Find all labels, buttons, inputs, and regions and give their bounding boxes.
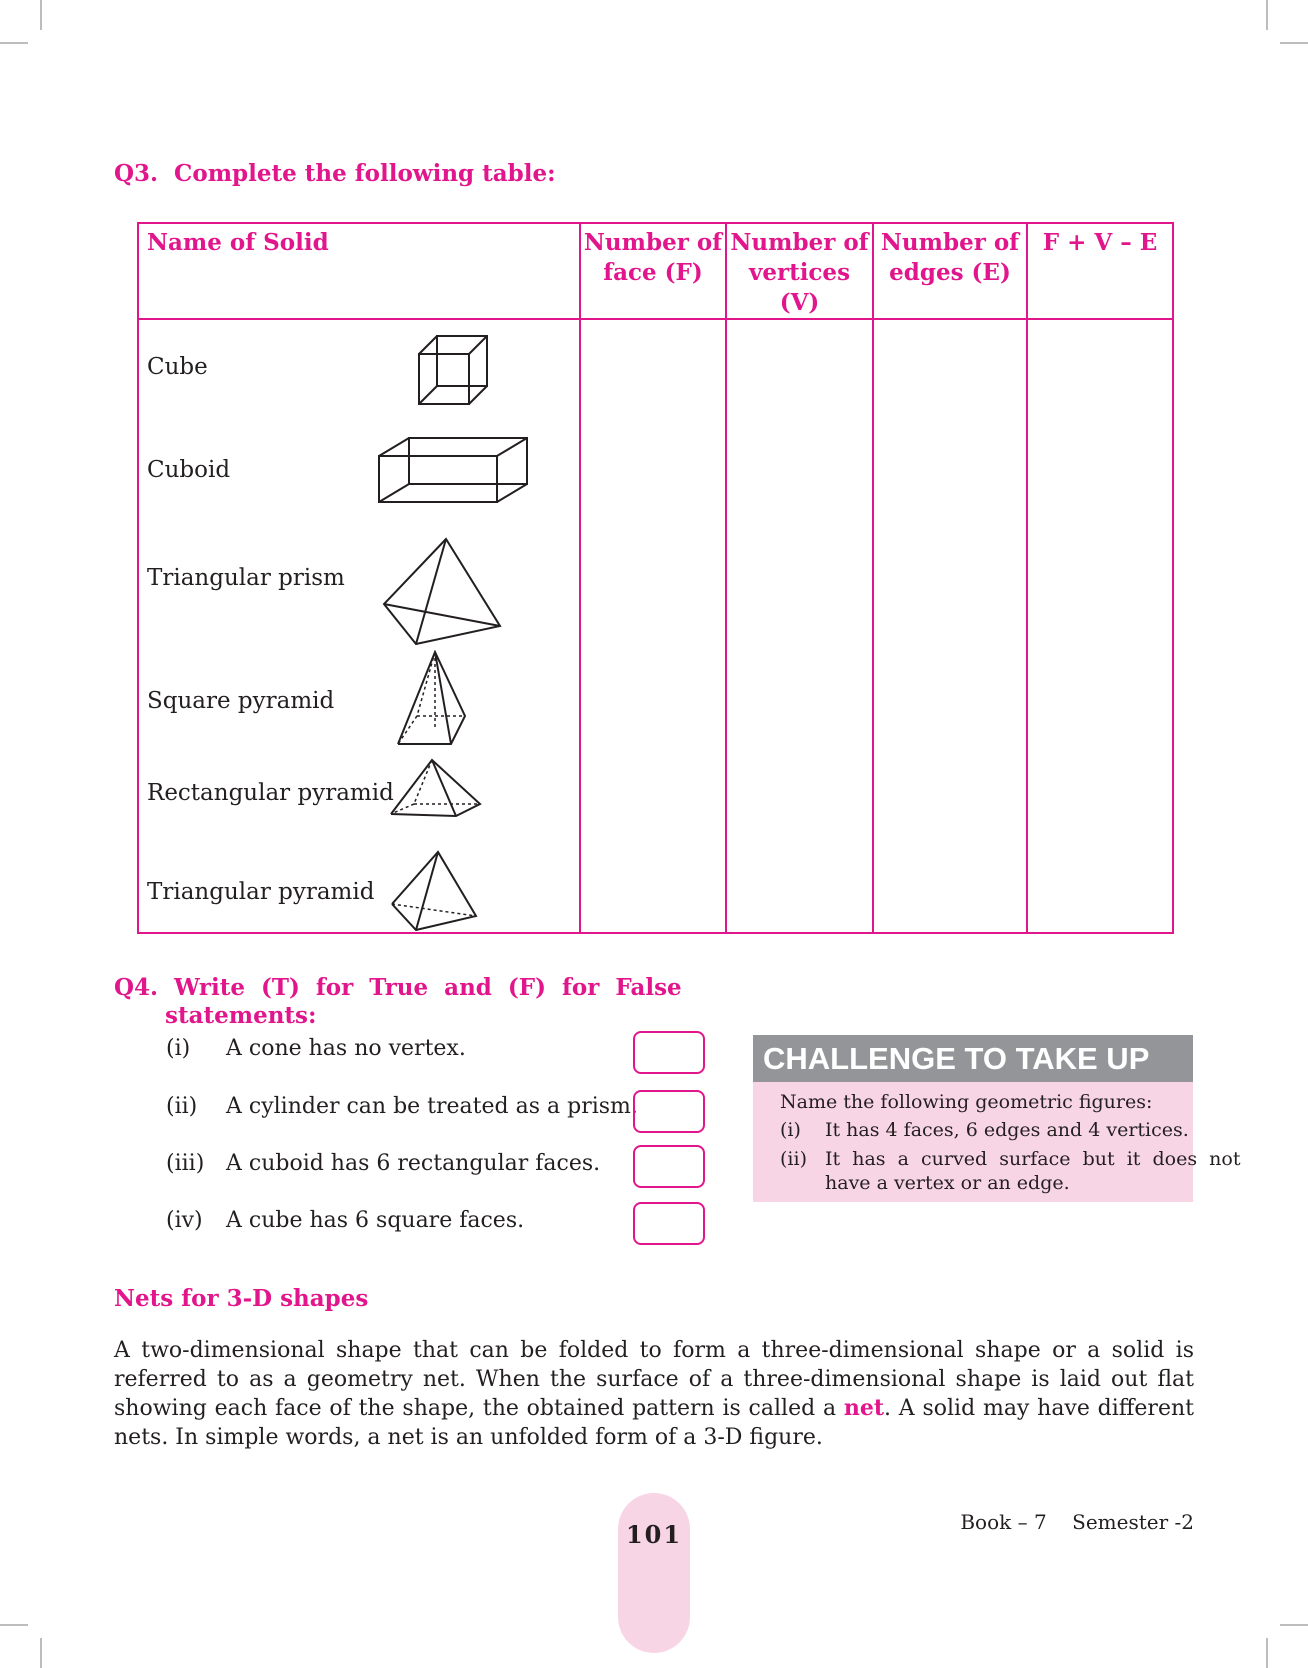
page-number-tab xyxy=(618,1493,690,1653)
book-info: Book – 7 Semester -2 xyxy=(960,1510,1194,1534)
solid-label-triangular-pyramid: Triangular pyramid xyxy=(147,879,375,905)
page-number: 101 xyxy=(625,1520,683,1549)
challenge-item-num: (ii) xyxy=(780,1148,807,1170)
header-vertices xyxy=(726,223,873,319)
square-pyramid-icon xyxy=(395,650,469,748)
header-euler: F + V – E xyxy=(1027,223,1173,319)
nets-paragraph xyxy=(114,1336,1194,1452)
tf-item-text: A cuboid has 6 rectangular faces. xyxy=(226,1151,601,1176)
vertices-answer-cell[interactable] xyxy=(726,319,873,933)
tf-item-num: (i) xyxy=(166,1036,191,1061)
q4-heading xyxy=(114,974,682,1030)
challenge-item-text: It has 4 faces, 6 edges and 4 vertices. xyxy=(825,1119,1189,1141)
table-header-row xyxy=(138,223,1173,319)
faces-answer-cell[interactable] xyxy=(580,319,726,933)
nets-paragraph-part1: A two-dimensional shape that can be folded to form a three-dimensional shape or a solid is referred to as a geometry net. When the surface of a three-dimensional shape is laid out flat showing each face of the shape, the obtained pattern is called a xyxy=(114,1338,1194,1421)
crop-mark xyxy=(40,1638,42,1668)
tf-answer-box[interactable] xyxy=(633,1090,705,1133)
tf-answer-box[interactable] xyxy=(633,1202,705,1245)
crop-mark xyxy=(0,1624,28,1626)
q4-heading-line2: statements: xyxy=(165,1002,317,1029)
challenge-intro: Name the following geometric figures: xyxy=(780,1091,1153,1113)
triangular-prism-icon xyxy=(382,536,504,650)
solids-cell xyxy=(138,319,580,933)
rectangular-pyramid-icon xyxy=(388,758,482,820)
tf-item-num: (iii) xyxy=(166,1151,205,1176)
solid-label-triangular-prism: Triangular prism xyxy=(147,565,345,591)
euler-answer-cell[interactable] xyxy=(1027,319,1173,933)
challenge-item-text: It has a curved surface but it does not xyxy=(825,1148,1241,1170)
header-edges-line2: edges (E) xyxy=(889,259,1011,286)
header-name: Name of Solid xyxy=(138,223,580,319)
tf-item-text: A cone has no vertex. xyxy=(226,1036,466,1061)
solid-label-rectangular-pyramid: Rectangular pyramid xyxy=(147,780,394,806)
challenge-box xyxy=(753,1082,1241,1202)
header-edges xyxy=(873,223,1027,319)
cuboid-icon xyxy=(377,436,531,506)
solid-label-cuboid: Cuboid xyxy=(147,457,231,483)
solid-label-square-pyramid: Square pyramid xyxy=(147,688,335,714)
nets-paragraph-part2: . A solid may have different nets. In simple words, a net is an unfolded form of a 3-D figure. xyxy=(114,1396,1194,1450)
header-faces-line1: Number of xyxy=(583,229,723,256)
crop-mark xyxy=(1266,0,1268,30)
header-vertices-line2: vertices (V) xyxy=(748,259,851,316)
solids-table xyxy=(137,222,1174,934)
crop-mark xyxy=(1280,1624,1308,1626)
challenge-title: CHALLENGE TO TAKE UP xyxy=(753,1035,1193,1082)
tf-item-num: (ii) xyxy=(166,1094,198,1119)
header-faces-line2: face (F) xyxy=(603,259,703,286)
edges-answer-cell[interactable] xyxy=(873,319,1027,933)
crop-mark xyxy=(1266,1638,1268,1668)
header-faces xyxy=(580,223,726,319)
header-vertices-line1: Number of xyxy=(730,229,869,256)
tf-item-text: A cube has 6 square faces. xyxy=(226,1208,525,1233)
tf-answer-box[interactable] xyxy=(633,1031,705,1074)
solid-label-cube: Cube xyxy=(147,354,208,380)
challenge-item-num: (i) xyxy=(780,1119,801,1141)
tf-item-text: A cylinder can be treated as a prism. xyxy=(226,1094,638,1119)
challenge-item-text-cont: have a vertex or an edge. xyxy=(825,1172,1070,1194)
header-edges-line1: Number of xyxy=(880,229,1020,256)
nets-heading: Nets for 3-D shapes xyxy=(114,1285,369,1312)
q3-heading: Q3. Complete the following table: xyxy=(114,160,556,187)
tf-item-num: (iv) xyxy=(166,1208,203,1233)
crop-mark xyxy=(40,0,42,30)
net-term: net xyxy=(843,1395,885,1421)
triangular-pyramid-icon xyxy=(390,850,478,932)
cube-icon xyxy=(417,332,493,408)
tf-answer-box[interactable] xyxy=(633,1145,705,1188)
crop-mark xyxy=(1280,42,1308,44)
table-body-row xyxy=(138,319,1173,933)
crop-mark xyxy=(0,42,28,44)
q4-heading-line1: Q4. Write (T) for True and (F) for False xyxy=(114,974,682,1001)
